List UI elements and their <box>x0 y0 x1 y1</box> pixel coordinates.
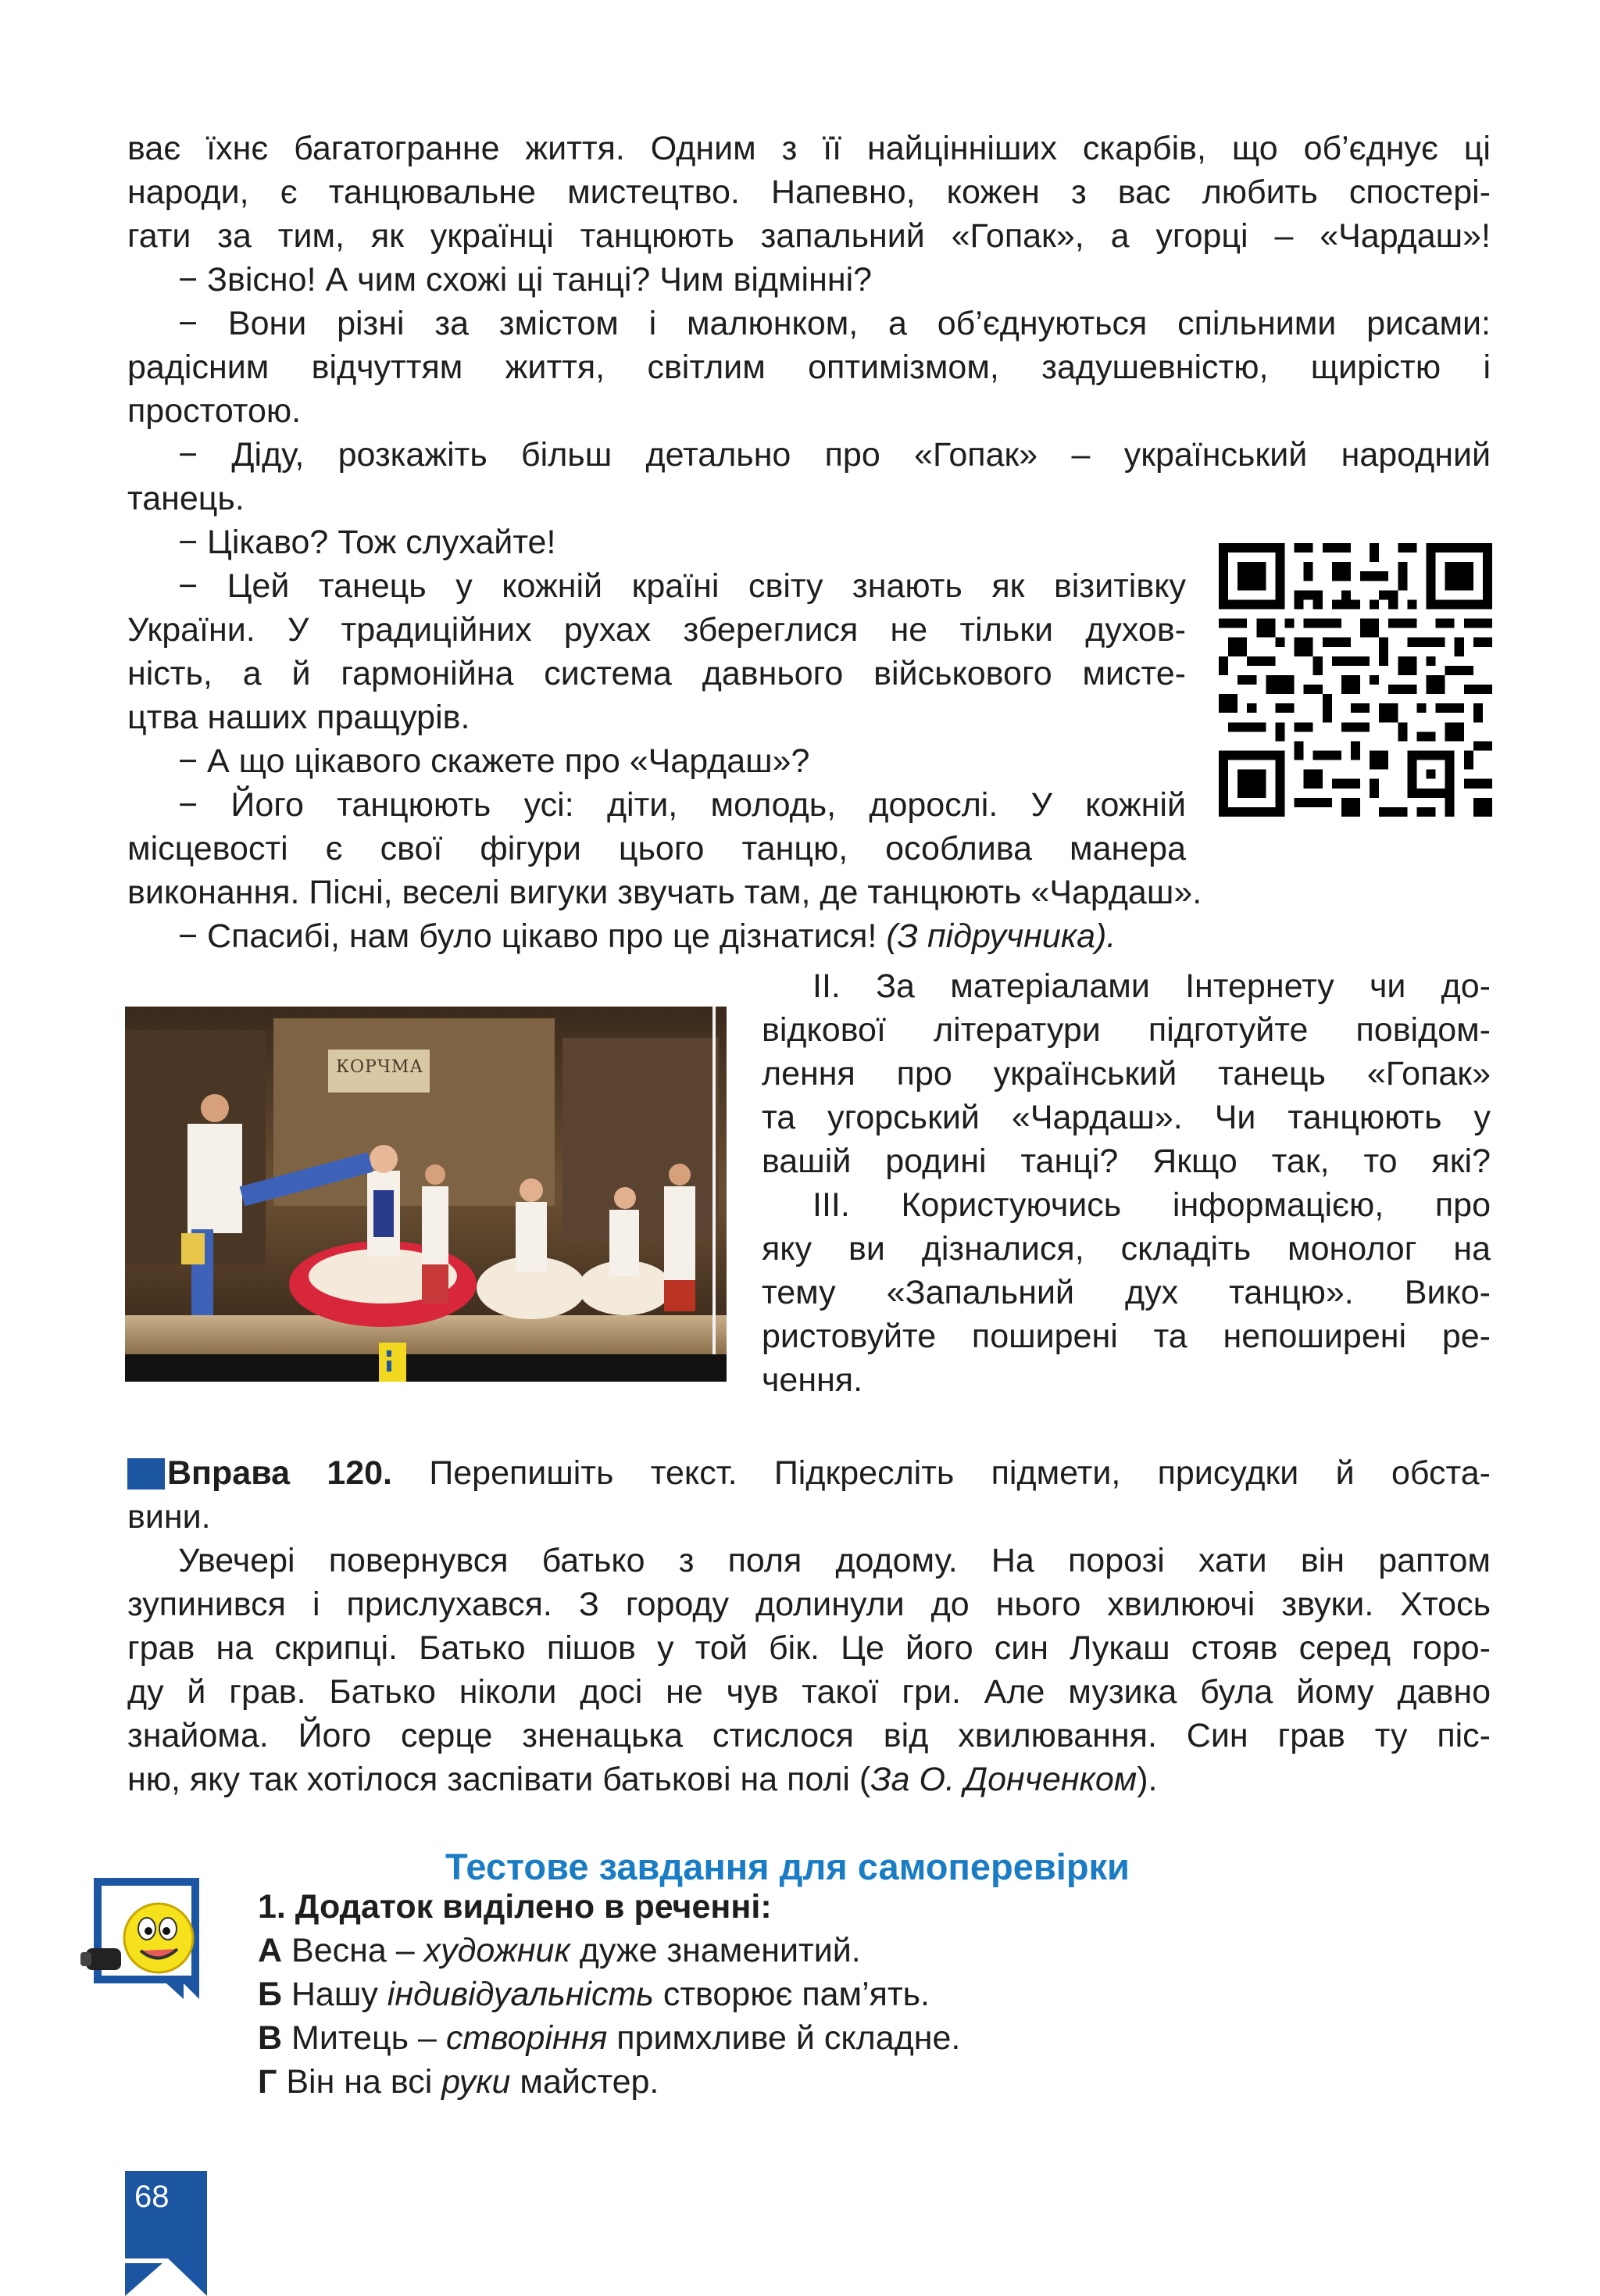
exercise-text-line: знайома. Його серце зненацька стислося від хвилювання. Син грав ту піс- <box>127 1717 1491 1754</box>
photo-sign: КОРЧМА <box>335 1057 424 1077</box>
smiley-badge-icon <box>74 1874 207 2007</box>
option-text: майстер. <box>510 2063 659 2101</box>
task-line: тему «Запальний дух танцю». Вико- <box>762 1274 1491 1311</box>
option-text: примхливе й складне. <box>607 2019 961 2057</box>
task-line: ІІ. За матеріалами Інтернету чи до- <box>812 967 1491 1005</box>
source-note: (З підручника). <box>886 917 1116 955</box>
option-letter: Г <box>258 2063 277 2101</box>
task-line: та угорський «Чардаш». Чи танцюють у <box>762 1099 1491 1136</box>
text-line: цтва наших пращурів. <box>127 699 470 736</box>
qr-code-icon <box>1219 543 1492 817</box>
test-question: 1. Додаток виділено в реченні: <box>258 1888 772 1926</box>
exercise-text-line <box>127 1758 1158 1801</box>
option-letter: Б <box>258 1976 282 2013</box>
task-line: лення про український танець «Гопак» <box>762 1055 1491 1093</box>
option-text: Митець – <box>282 2019 446 2057</box>
task-line: ІІІ. Користуючись інформацією, про <box>812 1186 1491 1224</box>
page-number: 68 <box>134 2180 170 2214</box>
test-option-d[interactable] <box>258 2060 659 2104</box>
text-line: − А що цікавого скажете про «Чардаш»? <box>178 742 810 780</box>
task-line: ристовуйте поширені та непоширені ре- <box>762 1318 1491 1355</box>
exercise-text-line: ду й грав. Батько ніколи досі не чув такої гри. Але музика була йому давно <box>127 1673 1491 1711</box>
option-text: дуже знаменитий. <box>570 1932 861 1969</box>
text-line: − Діду, розкажіть більш детально про «Гопак» – український народний <box>178 436 1491 474</box>
option-text: Нашу <box>281 1976 388 2013</box>
task-line: відкової літератури підготуйте повідом- <box>762 1011 1491 1049</box>
exercise-text-line: зупинився і прислухався. З городу долинули до нього хвилюючі звуки. Хтось <box>127 1586 1491 1623</box>
test-title: Тестове завдання для самоперевірки <box>445 1846 1130 1887</box>
text-line: − Вони різні за змістом і малюнком, а об’єднуються спільними рисами: <box>178 305 1491 342</box>
test-option-c[interactable] <box>258 2016 960 2060</box>
option-emphasis: індивідуальність <box>387 1976 654 2013</box>
exercise-heading <box>167 1451 1491 1495</box>
option-text: Весна – <box>282 1932 424 1969</box>
exercise-task-cont: вини. <box>127 1498 211 1536</box>
exercise-text-line: Увечері повернувся батько з поля додому. На порозі хати він раптом <box>178 1542 1491 1579</box>
option-emphasis: створіння <box>445 2019 608 2057</box>
exercise-text-line: грав на скрипці. Батько пішов у той бік. Це його син Лукаш стояв серед горо- <box>127 1629 1491 1667</box>
text-line: ває їхнє багатогранне життя. Одним з її найцінніших скарбів, що об’єднує ці <box>127 130 1491 167</box>
text-line <box>178 914 1116 958</box>
text-line: гати за тим, як українці танцюють запальний «Гопак», а угорці – «Чардаш»! <box>127 217 1491 255</box>
text-line: радісним відчуттям життя, світлим оптимізмом, задушевністю, щирістю і <box>127 349 1491 386</box>
option-text: Він на всі <box>277 2063 442 2101</box>
text-line: народи, є танцювальне мистецтво. Напевно, кожен з вас любить спостері- <box>127 173 1491 211</box>
text-line: простотою. <box>127 392 302 430</box>
text-line: − Цей танець у кожній країні світу знають як візитівку <box>178 567 1186 605</box>
text-line: − Цікаво? Тож слухайте! <box>178 524 556 561</box>
text-span: − Спасибі, нам було цікаво про це дізнатися! <box>178 917 887 955</box>
option-letter: А <box>258 1932 283 1969</box>
test-option-a[interactable] <box>258 1929 861 1972</box>
text-line: виконання. Пісні, веселі вигуки звучать там, де танцюють «Чардаш». <box>127 874 1202 911</box>
option-letter: В <box>258 2019 283 2057</box>
task-line: яку ви дізналися, складіть монолог на <box>762 1230 1491 1268</box>
exercise-task: Перепишіть текст. Підкресліть підмети, присудки й обста- <box>392 1454 1491 1492</box>
text-span: ). <box>1137 1761 1158 1798</box>
task-line: вашій родині танці? Якщо так, то які? <box>762 1143 1491 1180</box>
test-option-b[interactable] <box>258 1972 930 2016</box>
qr-code[interactable] <box>1219 543 1492 817</box>
task-line: чення. <box>762 1361 863 1399</box>
text-line: − Його танцюють усі: діти, молодь, дорослі. У кожній <box>178 786 1186 824</box>
text-line: − Звісно! А чим схожі ці танці? Чим відмінні? <box>178 261 873 299</box>
option-emphasis: художник <box>423 1932 570 1969</box>
text-line: місцевості є свої фігури цього танцю, особлива манера <box>127 830 1186 867</box>
exercise-bullet-icon <box>127 1458 165 1490</box>
option-text: створює пам’ять. <box>653 1976 930 2013</box>
author-credit: За О. Донченком <box>870 1761 1138 1798</box>
exercise-title: Вправа 120. <box>167 1454 393 1492</box>
text-line: України. У традиційних рухах збереглися не тільки духов- <box>127 611 1186 649</box>
text-line: ність, а й гармонійна система давнього військового мисте- <box>127 655 1186 692</box>
option-emphasis: руки <box>441 2063 511 2101</box>
text-line: танець. <box>127 480 245 517</box>
text-span: ню, яку так хотілося заспівати батькові на полі ( <box>127 1761 871 1798</box>
photo-dancers <box>125 1007 727 1382</box>
